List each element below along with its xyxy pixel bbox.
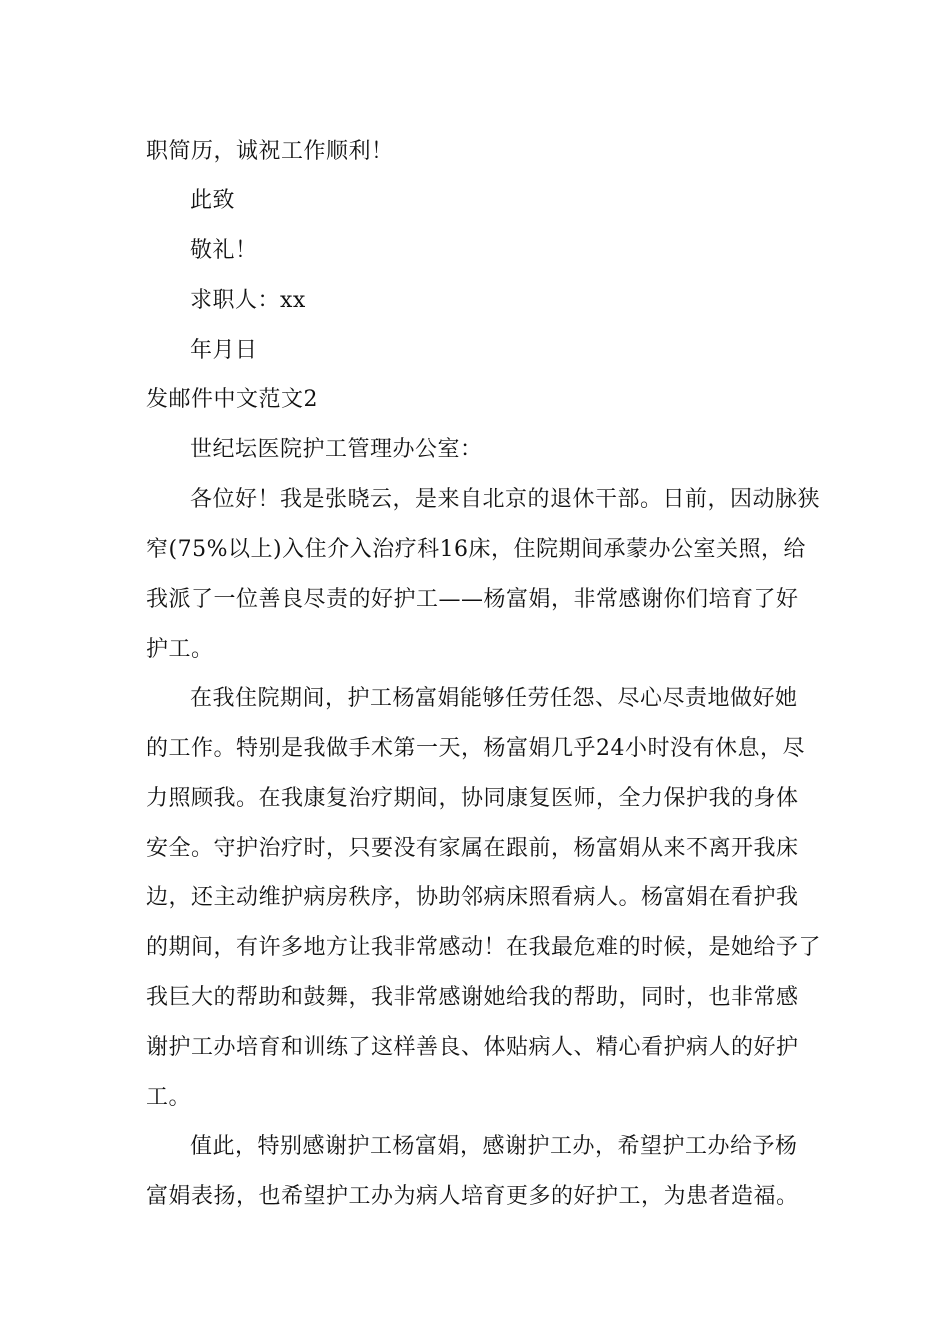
paragraph-line: 窄(75%以上)入住介入治疗科16床，住院期间承蒙办公室关照，给 (146, 537, 807, 562)
paragraph-line: 各位好！我是张晓云，是来自北京的退休干部。日前，因动脉狭 (190, 487, 821, 512)
paragraph-line: 边，还主动维护病房秩序，协助邻病床照看病人。杨富娟在看护我 (146, 885, 799, 910)
paragraph-line: 力照顾我。在我康复治疗期间，协同康复医师，全力保护我的身体 (146, 786, 799, 811)
paragraph-line: 的工作。特别是我做手术第一天，杨富娟几乎24小时没有休息，尽 (146, 736, 805, 761)
paragraph-line: 谢护工办培育和训练了这样善良、体贴病人、精心看护病人的好护 (146, 1035, 799, 1060)
paragraph-line: 的期间，有许多地方让我非常感动！在我最危难的时候，是她给予了 (146, 935, 822, 960)
date-line: 年月日 (190, 338, 258, 363)
salutation-line-1: 此致 (190, 188, 236, 213)
paragraph-line: 工。 (146, 1085, 192, 1110)
closing-line: 职简历，诚祝工作顺利！ (146, 139, 394, 164)
salutation-line-2: 敬礼！ (190, 238, 258, 263)
paragraph-line: 富娟表扬，也希望护工办为病人培育更多的好护工，为患者造福。 (146, 1184, 799, 1209)
paragraph-line: 值此，特别感谢护工杨富娟，感谢护工办，希望护工办给予杨 (190, 1134, 798, 1159)
paragraph-line: 安全。守护治疗时，只要没有家属在跟前，杨富娟从来不离开我床 (146, 836, 799, 861)
section-heading: 发邮件中文范文2 (146, 387, 318, 412)
applicant-signature: 求职人：xx (190, 288, 306, 313)
paragraph-line: 我派了一位善良尽责的好护工——杨富娟，非常感谢你们培育了好 (146, 587, 799, 612)
recipient-line: 世纪坛医院护工管理办公室： (190, 437, 483, 462)
paragraph-line: 在我住院期间，护工杨富娟能够任劳任怨、尽心尽责地做好她 (190, 686, 798, 711)
paragraph-line: 我巨大的帮助和鼓舞，我非常感谢她给我的帮助，同时，也非常感 (146, 985, 799, 1010)
paragraph-line: 护工。 (146, 637, 214, 662)
